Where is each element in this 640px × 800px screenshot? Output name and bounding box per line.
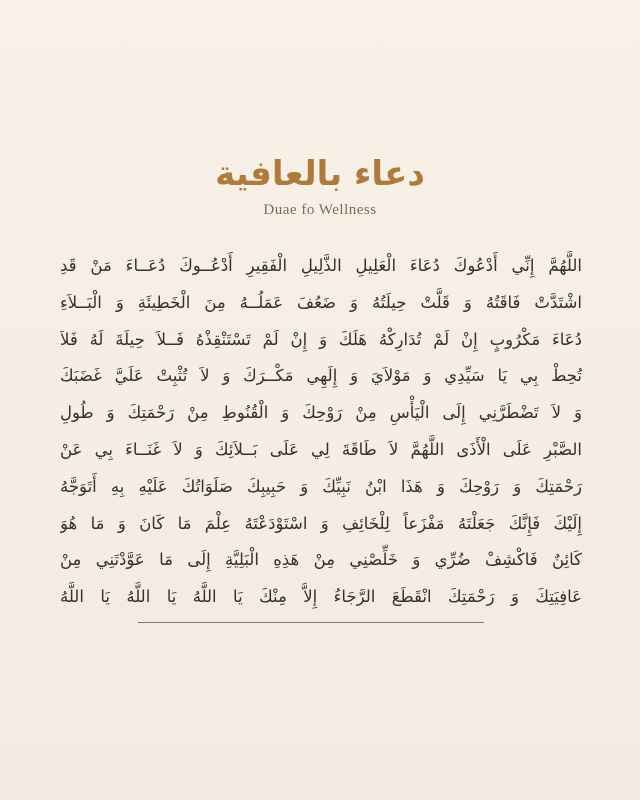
dua-line: وَ لاَ تَضْطَرَّنِي إِلَى الْيَأْسِ مِنْ رَوْحِكَ وَ الْقُنُوطِ مِنْ رَحْمَتِكَ وَ طُولِ [60,403,582,423]
dua-line: اللَّهُمَّ إِنِّي أَدْعُوكَ دُعَاءَ الْعَلِيلِ الذَّلِيلِ الْفَقِيرِ أَدْعُــوكَ دُعَــاءَ مَنْ قَدِ [60,256,582,275]
dua-line: كَائِنٌ فَاكْشِفْ ضُرِّي وَ خَلِّصْنِي مِنْ هَذِهِ الْبَلِيَّةِ إِلَى مَا عَوَّدْتَنِي مِنْ [60,550,582,570]
page-title-arabic: دعاء بالعافية [215,154,425,194]
page-subtitle-english: Duae fo Wellness [263,202,377,218]
dua-text [60,248,582,616]
dua-line: اشْتَدَّتْ فَاقَتُهُ وَ قَلَّتْ حِيلَتُهُ وَ ضَعُفَ عَمَلُــهُ مِنَ الْخَطِيئَةِ وَ الْبَــلاَءِ [60,292,582,312]
dua-line: دُعَاءَ مَكْرُوبٍ إِنْ لَمْ تُدَارِكْهُ هَلَكَ وَ إِنْ لَمْ تَسْتَنْقِذْهُ فَــلاَ حِيلَةَ لَهُ فَلاَ [60,329,582,349]
dua-line: إِلَيْكَ فَإِنَّكَ جَعَلْتَهُ مَفْزَعاً لِلْخَائِفِ وَ اسْتَوْدَعْتَهُ عِلْمَ مَا كَانَ وَ مَا هُوَ [60,513,582,533]
dua-line: رَحْمَتِكَ وَ رَوْحِكَ وَ هَذَا ابْنُ نَبِيِّكَ وَ حَبِيبِكَ صَلَوَاتُكَ عَلَيْهِ بِهِ أَتَوَجَّهُ [60,476,582,496]
dua-line: الصَّبْرِ عَلَى الْأَذَى اللَّهُمَّ لاَ طَاقَةَ لِي عَلَى بَــلاَئِكَ وَ لاَ غَنَــاءَ بِي عَنْ [60,439,582,459]
dua-line: تُحِطْ بِي يَا سَيِّدِي وَ مَوْلاَيَ وَ إِلَهِي مَكْــرَكَ وَ لاَ تُثْبِتْ عَلَيَّ غَضَبَكَ [60,366,582,386]
divider [138,622,484,623]
dua-line: عَافِيَتِكَ وَ رَحْمَتِكَ انْقَطَعَ الرَّجَاءُ إِلاَّ مِنْكَ يَا اللَّهُ يَا اللَّهُ يَا اللَّهُ [60,587,582,607]
